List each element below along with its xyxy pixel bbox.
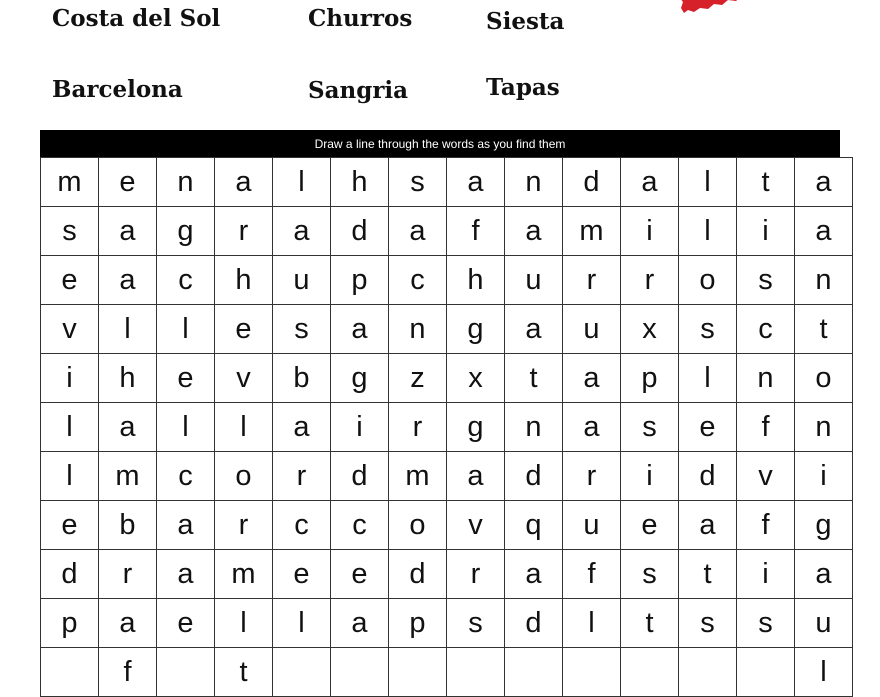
grid-cell[interactable] [157, 648, 215, 697]
grid-cell[interactable]: e [679, 403, 737, 452]
grid-cell[interactable]: q [505, 501, 563, 550]
grid-cell[interactable]: e [41, 501, 99, 550]
grid-cell[interactable]: u [563, 501, 621, 550]
grid-cell[interactable]: c [157, 452, 215, 501]
grid-cell[interactable]: a [447, 158, 505, 207]
grid-cell[interactable]: f [737, 403, 795, 452]
red-map-shape-icon [676, 0, 756, 16]
word-costa-del-sol: Costa del Sol [52, 5, 221, 32]
grid-cell[interactable]: s [679, 599, 737, 648]
grid-cell[interactable]: p [389, 599, 447, 648]
grid-cell[interactable]: o [389, 501, 447, 550]
grid-cell[interactable]: v [447, 501, 505, 550]
grid-cell[interactable]: l [157, 403, 215, 452]
grid-cell[interactable]: n [505, 403, 563, 452]
word-barcelona: Barcelona [52, 76, 183, 103]
grid-cell[interactable]: c [157, 256, 215, 305]
grid-cell[interactable]: m [563, 207, 621, 256]
grid-cell[interactable]: p [331, 256, 389, 305]
grid-row [41, 501, 853, 550]
grid-cell[interactable]: x [447, 354, 505, 403]
grid-cell[interactable]: u [563, 305, 621, 354]
grid-cell[interactable]: r [99, 550, 157, 599]
grid-cell[interactable]: d [331, 452, 389, 501]
grid-cell[interactable]: m [41, 158, 99, 207]
grid-cell[interactable]: x [621, 305, 679, 354]
grid-cell[interactable] [505, 648, 563, 697]
word-siesta: Siesta [486, 8, 565, 35]
grid-cell[interactable]: e [41, 256, 99, 305]
grid-cell[interactable]: a [621, 158, 679, 207]
grid-cell[interactable]: h [99, 354, 157, 403]
grid-cell[interactable]: z [389, 354, 447, 403]
grid-cell[interactable]: a [99, 256, 157, 305]
grid-cell[interactable]: r [215, 501, 273, 550]
grid-cell[interactable]: a [157, 501, 215, 550]
grid-row [41, 452, 853, 501]
grid-row [41, 158, 853, 207]
grid-cell[interactable]: i [737, 550, 795, 599]
grid-cell[interactable]: r [389, 403, 447, 452]
grid-cell[interactable]: i [737, 207, 795, 256]
grid-cell[interactable]: t [795, 305, 853, 354]
grid-cell[interactable]: o [679, 256, 737, 305]
grid-cell[interactable]: l [679, 158, 737, 207]
grid-cell[interactable]: s [621, 550, 679, 599]
grid-cell[interactable] [41, 648, 99, 697]
grid-cell[interactable]: a [157, 550, 215, 599]
grid-cell[interactable]: u [795, 599, 853, 648]
grid-cell[interactable]: l [41, 403, 99, 452]
letter-grid [40, 157, 853, 697]
grid-cell[interactable]: g [157, 207, 215, 256]
grid-cell[interactable]: a [447, 452, 505, 501]
grid-cell[interactable]: f [737, 501, 795, 550]
grid-cell[interactable]: a [273, 403, 331, 452]
grid-cell[interactable]: a [505, 207, 563, 256]
grid-cell[interactable]: r [621, 256, 679, 305]
grid-cell[interactable]: p [41, 599, 99, 648]
grid-cell[interactable]: i [41, 354, 99, 403]
grid-cell[interactable]: i [795, 452, 853, 501]
grid-cell[interactable] [447, 648, 505, 697]
grid-cell[interactable]: a [679, 501, 737, 550]
grid-cell[interactable]: c [737, 305, 795, 354]
grid-cell[interactable]: l [273, 599, 331, 648]
grid-row [41, 403, 853, 452]
grid-cell[interactable]: c [273, 501, 331, 550]
grid-cell[interactable]: d [41, 550, 99, 599]
grid-cell[interactable]: b [273, 354, 331, 403]
grid-cell[interactable]: i [621, 207, 679, 256]
grid-cell[interactable]: l [215, 403, 273, 452]
grid-cell[interactable]: e [157, 599, 215, 648]
grid-cell[interactable]: l [563, 599, 621, 648]
grid-cell[interactable] [563, 648, 621, 697]
grid-cell[interactable]: a [795, 158, 853, 207]
grid-cell[interactable]: t [621, 599, 679, 648]
grid-cell[interactable] [621, 648, 679, 697]
word-sangria: Sangria [308, 77, 409, 104]
grid-cell[interactable]: b [99, 501, 157, 550]
grid-cell[interactable]: g [447, 403, 505, 452]
grid-cell[interactable]: l [99, 305, 157, 354]
grid-cell[interactable]: a [331, 305, 389, 354]
grid-cell[interactable]: t [679, 550, 737, 599]
grid-cell[interactable]: f [447, 207, 505, 256]
grid-cell[interactable]: p [621, 354, 679, 403]
grid-cell[interactable] [273, 648, 331, 697]
grid-cell[interactable]: e [273, 550, 331, 599]
grid-cell[interactable]: v [41, 305, 99, 354]
grid-cell[interactable]: t [215, 648, 273, 697]
grid-cell[interactable]: d [505, 452, 563, 501]
grid-cell[interactable]: t [737, 158, 795, 207]
grid-cell[interactable]: a [331, 599, 389, 648]
grid-cell[interactable]: h [447, 256, 505, 305]
grid-cell[interactable]: v [737, 452, 795, 501]
grid-cell[interactable]: a [389, 207, 447, 256]
grid-cell[interactable]: r [563, 256, 621, 305]
grid-cell[interactable]: e [99, 158, 157, 207]
grid-cell[interactable]: d [679, 452, 737, 501]
grid-cell[interactable]: e [621, 501, 679, 550]
grid-cell[interactable]: i [621, 452, 679, 501]
grid-cell[interactable]: d [563, 158, 621, 207]
grid-cell[interactable]: a [795, 207, 853, 256]
grid-cell[interactable]: s [41, 207, 99, 256]
grid-cell[interactable]: a [795, 550, 853, 599]
grid-cell[interactable]: u [505, 256, 563, 305]
grid-cell[interactable]: c [389, 256, 447, 305]
grid-cell[interactable]: e [331, 550, 389, 599]
grid-cell[interactable]: a [505, 550, 563, 599]
grid-cell[interactable]: a [563, 403, 621, 452]
grid-cell[interactable]: u [273, 256, 331, 305]
grid-cell[interactable]: s [679, 305, 737, 354]
grid-cell[interactable]: l [273, 158, 331, 207]
grid-cell[interactable]: l [679, 354, 737, 403]
grid-cell[interactable]: o [215, 452, 273, 501]
grid-cell[interactable] [331, 648, 389, 697]
grid-cell[interactable]: a [273, 207, 331, 256]
word-search-puzzle [40, 130, 840, 688]
grid-cell[interactable]: n [505, 158, 563, 207]
grid-cell[interactable] [389, 648, 447, 697]
grid-cell[interactable]: h [215, 256, 273, 305]
grid-cell[interactable]: m [215, 550, 273, 599]
grid-cell[interactable]: s [737, 599, 795, 648]
grid-cell[interactable]: l [679, 207, 737, 256]
grid-row [41, 354, 853, 403]
grid-cell[interactable]: l [215, 599, 273, 648]
grid-cell[interactable]: e [215, 305, 273, 354]
grid-row [41, 550, 853, 599]
grid-cell[interactable]: s [621, 403, 679, 452]
grid-cell[interactable]: t [505, 354, 563, 403]
grid-row [41, 599, 853, 648]
grid-cell[interactable]: c [331, 501, 389, 550]
grid-cell[interactable]: d [331, 207, 389, 256]
grid-cell[interactable]: a [99, 207, 157, 256]
grid-cell[interactable]: a [215, 158, 273, 207]
grid-cell[interactable] [679, 648, 737, 697]
word-churros: Churros [308, 5, 413, 32]
grid-cell[interactable]: m [389, 452, 447, 501]
grid-row [41, 207, 853, 256]
grid-cell[interactable]: d [389, 550, 447, 599]
grid-cell[interactable]: v [215, 354, 273, 403]
grid-cell[interactable]: a [99, 403, 157, 452]
grid-row [41, 256, 853, 305]
word-tapas: Tapas [486, 74, 560, 101]
grid-cell[interactable]: i [331, 403, 389, 452]
grid-cell[interactable]: l [157, 305, 215, 354]
grid-cell[interactable]: g [795, 501, 853, 550]
grid-cell[interactable]: n [795, 256, 853, 305]
grid-row [41, 305, 853, 354]
grid-cell[interactable]: s [273, 305, 331, 354]
grid-cell[interactable]: a [99, 599, 157, 648]
grid-cell[interactable]: f [563, 550, 621, 599]
grid-cell[interactable]: r [563, 452, 621, 501]
grid-cell[interactable]: e [157, 354, 215, 403]
grid-cell[interactable]: g [331, 354, 389, 403]
grid-cell[interactable]: a [505, 305, 563, 354]
grid-cell[interactable]: h [331, 158, 389, 207]
grid-row [41, 648, 853, 697]
grid-cell[interactable]: d [505, 599, 563, 648]
instruction-banner: Draw a line through the words as you find them [40, 130, 840, 157]
grid-cell[interactable]: n [389, 305, 447, 354]
grid-cell[interactable]: r [447, 550, 505, 599]
grid-cell[interactable]: n [737, 354, 795, 403]
grid-cell[interactable]: f [99, 648, 157, 697]
grid-cell[interactable]: s [389, 158, 447, 207]
grid-cell[interactable]: s [737, 256, 795, 305]
grid-cell[interactable]: r [215, 207, 273, 256]
grid-cell[interactable]: l [41, 452, 99, 501]
grid-cell[interactable]: o [795, 354, 853, 403]
grid-cell[interactable]: n [157, 158, 215, 207]
grid-cell[interactable]: m [99, 452, 157, 501]
grid-cell[interactable]: s [447, 599, 505, 648]
grid-cell[interactable]: r [273, 452, 331, 501]
grid-cell[interactable]: g [447, 305, 505, 354]
grid-cell[interactable]: n [795, 403, 853, 452]
grid-cell[interactable] [737, 648, 795, 697]
grid-cell[interactable]: a [563, 354, 621, 403]
grid-cell[interactable]: l [795, 648, 853, 697]
